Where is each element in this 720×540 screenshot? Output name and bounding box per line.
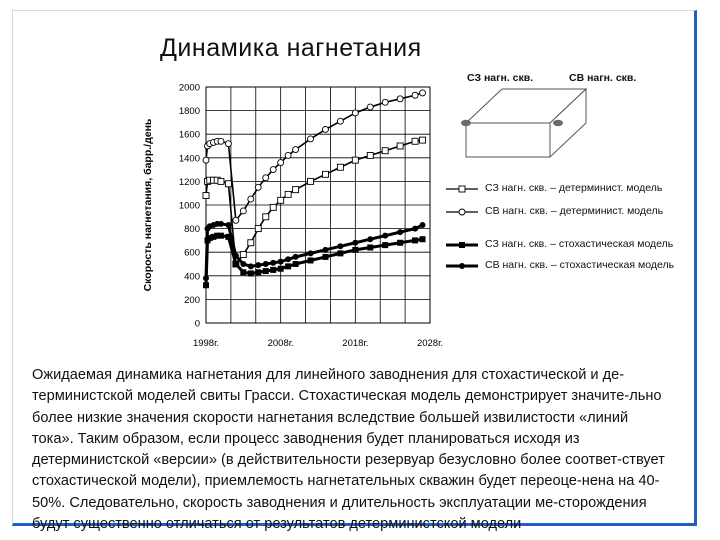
y-tick-label: 800 (184, 224, 200, 236)
y-tick-label: 400 (184, 271, 200, 283)
data-point (248, 263, 254, 269)
data-point (278, 259, 284, 265)
well-marker-right (553, 120, 563, 126)
data-point (308, 178, 314, 184)
data-point (322, 247, 328, 253)
legend-marker (459, 263, 465, 269)
y-tick-label: 600 (184, 247, 200, 259)
y-axis-label: Скорость нагнетания, барр./день (142, 118, 154, 292)
data-point (278, 266, 284, 272)
data-point (322, 254, 328, 260)
x-tick-labels (193, 338, 443, 349)
diagram-label-right: СВ нагн. скв. (569, 72, 637, 84)
data-point (203, 193, 209, 199)
data-point (240, 252, 246, 258)
legend-item-sz-stoch: СЗ нагн. скв. – стохастическая модель (485, 238, 674, 250)
data-point (218, 221, 224, 227)
data-point (322, 171, 328, 177)
legend-marker (459, 209, 465, 215)
data-point (293, 261, 299, 267)
y-tick-label: 0 (194, 318, 200, 330)
data-point (240, 208, 246, 214)
chart-series (203, 90, 426, 288)
data-point (337, 164, 343, 170)
legend-item-sv-stoch: СВ нагн. скв. – стохастическая модель (485, 259, 675, 271)
data-point (233, 253, 239, 259)
data-point (367, 152, 373, 158)
data-point (367, 104, 373, 110)
data-point (203, 282, 209, 288)
data-point (382, 148, 388, 154)
data-point (382, 242, 388, 248)
data-point (218, 178, 224, 184)
series-3 (203, 221, 426, 281)
description-text (32, 365, 672, 535)
data-point (240, 261, 246, 267)
data-point (263, 268, 269, 274)
data-point (337, 118, 343, 124)
y-tick-label: 2000 (178, 82, 200, 94)
y-tick-label: 1600 (178, 129, 200, 141)
data-point (263, 261, 269, 267)
data-point (308, 250, 314, 256)
data-point (308, 257, 314, 263)
data-point (352, 247, 358, 253)
data-point (412, 138, 418, 144)
x-tick-label: 2028г. (416, 338, 444, 349)
data-point (255, 269, 261, 275)
data-point (218, 138, 224, 144)
data-point (270, 204, 276, 210)
data-point (285, 152, 291, 158)
legend-marker (459, 242, 465, 248)
data-point (382, 233, 388, 239)
data-point (285, 191, 291, 197)
data-point (397, 143, 403, 149)
data-point (420, 90, 426, 96)
legend-item-sz-determ: СЗ нагн. скв. – детерминист. модель (485, 182, 663, 194)
data-point (285, 256, 291, 262)
x-tick-label: 1998г. (192, 338, 220, 349)
data-point (412, 237, 418, 243)
data-point (270, 260, 276, 266)
legend-marker (459, 186, 465, 192)
y-tick-label: 1000 (178, 200, 200, 212)
slide-title: Динамика нагнетания (160, 34, 422, 62)
data-point (263, 175, 269, 181)
data-point (255, 184, 261, 190)
y-tick-label: 1200 (178, 176, 200, 188)
data-point (367, 244, 373, 250)
series-2 (203, 233, 426, 289)
data-point (278, 197, 284, 203)
data-point (397, 229, 403, 235)
data-point (397, 96, 403, 102)
data-point (397, 240, 403, 246)
data-point (225, 222, 231, 228)
data-point (367, 236, 373, 242)
y-tick-label: 1400 (178, 153, 200, 165)
series-0 (203, 137, 426, 267)
y-tick-label: 1800 (178, 106, 200, 118)
chart-grid (206, 87, 430, 323)
data-point (420, 236, 426, 242)
data-point (322, 126, 328, 132)
description-paragraph: Ожидаемая динамика нагнетания для линейного заводнения для стохастической и де-терминистской моделей свиты Грасси. Стохастическая модель демонстрирует значите-льно более низкие значения скорости нагнетания вследствие большей извилистости «линий тока». Таким образом, если процесс заводнения будет планироваться исходя из детерминистской «версии» (в действительности резервуар безусловно более соответ-ствует стохастической модели), приемлемость нагнетательных скважин будет переоце-нена на 40-50%. Следовательно, скорость заводнения и длительность эксплуатации ме-сторождения будут существенно отличаться от результатов детерминистской модели (32, 367, 665, 533)
data-point (337, 243, 343, 249)
data-point (293, 254, 299, 260)
x-tick-label: 2008г. (267, 338, 294, 349)
x-tick-label: 2018г. (342, 338, 369, 349)
data-point (420, 222, 426, 228)
data-point (285, 263, 291, 269)
y-tick-labels (179, 83, 200, 330)
series-line (206, 93, 423, 220)
data-point (293, 187, 299, 193)
legend-item-sv-determ: СВ нагн. скв. – детерминист. модель (485, 205, 664, 217)
box-front (466, 123, 550, 157)
data-point (270, 167, 276, 173)
y-tick-label: 200 (184, 294, 200, 306)
data-point (248, 196, 254, 202)
data-point (412, 226, 418, 232)
data-point (203, 157, 209, 163)
data-point (412, 92, 418, 98)
data-point (308, 136, 314, 142)
data-point (255, 226, 261, 232)
data-point (225, 141, 231, 147)
data-point (352, 240, 358, 246)
data-point (420, 137, 426, 143)
data-point (352, 110, 358, 116)
data-point (337, 250, 343, 256)
data-point (278, 160, 284, 166)
data-point (233, 261, 239, 267)
data-point (240, 269, 246, 275)
data-point (225, 181, 231, 187)
data-point (248, 240, 254, 246)
series-1 (203, 90, 426, 223)
data-point (382, 99, 388, 105)
data-point (270, 267, 276, 273)
data-point (293, 147, 299, 153)
data-point (248, 270, 254, 276)
well-marker-left (461, 120, 471, 126)
data-point (203, 275, 209, 281)
data-point (233, 217, 239, 223)
data-point (255, 262, 261, 268)
diagram-label-left: СЗ нагн. скв. (467, 72, 534, 84)
data-point (352, 157, 358, 163)
data-point (218, 233, 224, 239)
series-line (206, 224, 423, 278)
data-point (263, 214, 269, 220)
